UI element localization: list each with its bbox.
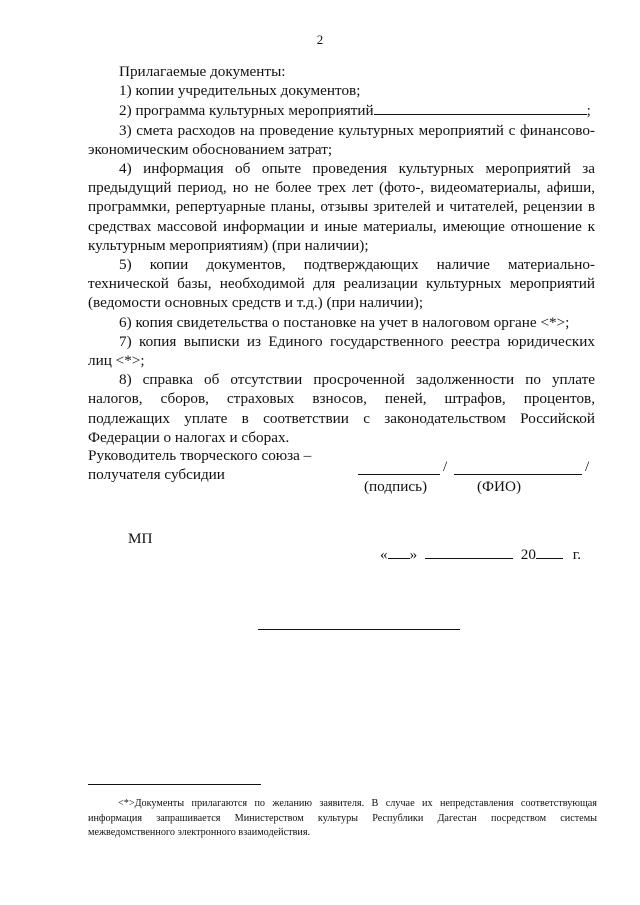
full-name-line bbox=[454, 474, 582, 475]
year-suffix: г. bbox=[572, 546, 582, 563]
signature-separator-slash: / bbox=[443, 458, 448, 475]
signature-line bbox=[358, 474, 440, 475]
footnote bbox=[88, 797, 597, 841]
signatory-role-line-1: Руководитель творческого союза – bbox=[88, 447, 312, 464]
attachment-item-6: 6) копия свидетельства о постановке на учет в налоговом органе <*>; bbox=[119, 313, 570, 331]
attachments-heading: Прилагаемые документы: bbox=[119, 63, 286, 80]
date-open-quote: « bbox=[380, 546, 388, 563]
attachment-item-7: 7) копия выписки из Единого государственного реестра юридических лиц <*>; bbox=[88, 332, 595, 370]
attachment-item-1: 1) копии учредительных документов; bbox=[119, 82, 361, 100]
program-fill-line bbox=[374, 100, 587, 115]
day-fill-line bbox=[388, 545, 410, 559]
attachment-item-2-end: ; bbox=[586, 102, 591, 120]
year-fill-line bbox=[536, 545, 563, 559]
month-fill-line bbox=[425, 545, 513, 559]
attachments-list bbox=[88, 62, 595, 447]
footnote-separator bbox=[88, 784, 261, 785]
attachment-item-3: 3) смета расходов на проведение культурных мероприятий с финансово-экономическим обоснованием затрат; bbox=[88, 121, 595, 158]
attachment-item-5: 5) копии документов, подтверждающих наличие материально-технической базы, необходимой для реализации культурных мероприятий (ведомости основных средств и т.д.) (при наличии); bbox=[88, 256, 595, 312]
blank-line bbox=[258, 629, 460, 630]
footnote-text: <*>Документы прилагаются по желанию заявителя. В случае их непредставления соответствующая информация запрашивается Министерством культуры Республики Дагестан посредством системы межведомственного электронного взаимодействия. bbox=[88, 798, 597, 838]
stamp-placeholder: МП bbox=[128, 530, 153, 547]
signatory-role-line-2: получателя субсидии bbox=[88, 466, 225, 483]
year-prefix: 20 bbox=[520, 546, 536, 563]
attachment-item-8: 8) справка об отсутствии просроченной задолженности по уплате налогов, сборов, страховых взносов, пеней, штрафов, процентов, подлежащих уплате в соответствии с законодательством Российской Федерации о налогах и сборах. bbox=[88, 371, 595, 446]
attachment-item-4: 4) информация об опыте проведения культурных мероприятий за предыдущий период, но не более трех лет (фото-, видеоматериалы, афиши, программки, репертуарные планы, отзывы зрителей и читателей, рецензии в средствах массовой информации и иные материалы, имеющие отношение к культурным мероприятиям) (при наличии); bbox=[88, 160, 595, 254]
page-number: 2 bbox=[316, 32, 324, 47]
date-close-quote: » bbox=[409, 546, 418, 563]
attachment-item-2 bbox=[88, 100, 595, 120]
full-name-caption: (ФИО) bbox=[477, 478, 522, 495]
signature-caption: (подпись) bbox=[364, 478, 428, 495]
date-line bbox=[380, 545, 581, 564]
attachment-item-2-text: 2) программа культурных мероприятий bbox=[119, 102, 374, 120]
signatory-role bbox=[88, 446, 311, 484]
full-name-end-slash: / bbox=[585, 458, 590, 475]
